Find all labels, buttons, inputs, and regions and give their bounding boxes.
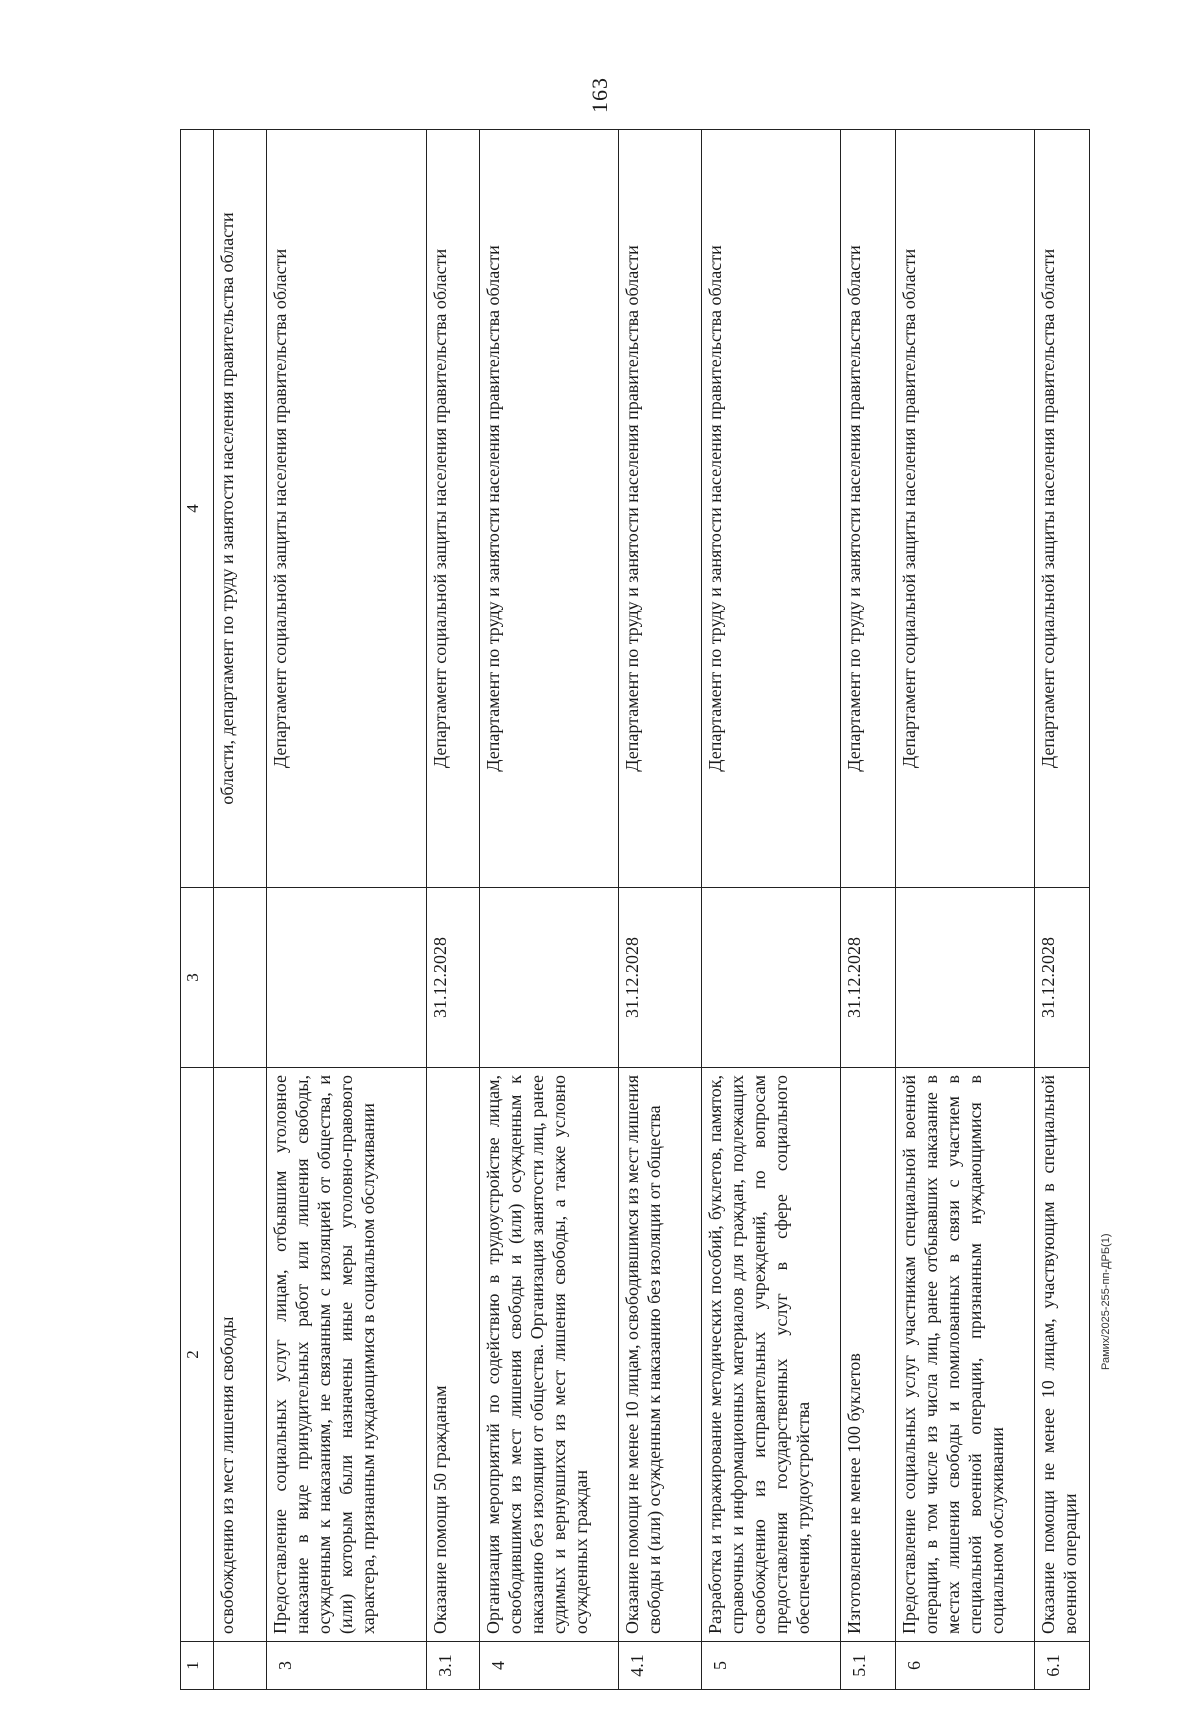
row-responsible: Департамент по труду и занятости населения правительства области <box>840 130 895 888</box>
row-responsible: Департамент по труду и занятости населения правительства области <box>480 130 619 888</box>
row-description: Организация мероприятий по содействию в трудоустройстве лицам, освободившимся из мест лишения свободы и (или) осужденным к наказанию без изоляции от общества. Организация занятости лиц, ранее судимых и вернувшихся из мест лишения свободы, а также условно осужденных граждан <box>480 1068 619 1642</box>
row-date <box>214 888 267 1068</box>
table-row <box>267 130 427 1690</box>
header-cell-2: 2 <box>181 1068 214 1642</box>
row-date <box>480 888 619 1068</box>
row-responsible: Департамент социальной защиты населения правительства области <box>1034 130 1089 888</box>
document-table <box>180 129 1090 1690</box>
row-number: 5.1 <box>840 1642 895 1690</box>
table-row <box>702 130 841 1690</box>
row-date <box>896 888 1035 1068</box>
row-date: 31.12.2028 <box>427 888 480 1068</box>
row-number: 6.1 <box>1034 1642 1089 1690</box>
table-row <box>618 130 701 1690</box>
table-row <box>1034 130 1089 1690</box>
row-description: Оказание помощи 50 гражданам <box>427 1068 480 1642</box>
table-row <box>480 130 619 1690</box>
row-description: Предоставление социальных услуг лицам, отбывшим уголовное наказание в виде принудительных работ или лишения свободы, осужденным к наказаниям, не связанным с изоляцией от общества, и (или) которым были назначены иные меры уголовно-правового характера, признанным нуждающимися в социальном обслуживании <box>267 1068 427 1642</box>
row-responsible: Департамент по труду и занятости населения правительства области <box>702 130 841 888</box>
row-number: 3.1 <box>427 1642 480 1690</box>
table-row <box>840 130 895 1690</box>
row-responsible: Департамент социальной защиты населения правительства области <box>427 130 480 888</box>
document-code: Рамих/2025-255-пп-ДРБ(1) <box>1100 1233 1112 1370</box>
row-number: 5 <box>702 1642 841 1690</box>
row-description: Оказание помощи не менее 10 лицам, участвующим в специальной военной операции <box>1034 1068 1089 1642</box>
row-number: 6 <box>896 1642 1035 1690</box>
row-date <box>267 888 427 1068</box>
document-table-container <box>180 130 1090 1690</box>
row-number <box>214 1642 267 1690</box>
row-date: 31.12.2028 <box>618 888 701 1068</box>
row-description: Предоставление социальных услуг участникам специальной военной операции, в том числе из числа лиц, ранее отбывавших наказание в местах лишения свободы и помилованных в связи с участием в специальной военной операции, признанным нуждающимися в социальном обслуживании <box>896 1068 1035 1642</box>
table-row <box>896 130 1035 1690</box>
header-cell-1: 1 <box>181 1642 214 1690</box>
row-date: 31.12.2028 <box>840 888 895 1068</box>
page-number: 163 <box>587 77 612 113</box>
table-row <box>427 130 480 1690</box>
row-date: 31.12.2028 <box>1034 888 1089 1068</box>
header-cell-3: 3 <box>181 888 214 1068</box>
table-header-row <box>181 130 214 1690</box>
row-responsible: области, департамент по труду и занятости населения правительства области <box>214 130 267 888</box>
row-description: освобождению из мест лишения свободы <box>214 1068 267 1642</box>
row-number: 4.1 <box>618 1642 701 1690</box>
row-description: Оказание помощи не менее 10 лицам, освободившимся из мест лишения свободы и (или) осужденным к наказанию без изоляции от общества <box>618 1068 701 1642</box>
row-responsible: Департамент социальной защиты населения правительства области <box>896 130 1035 888</box>
row-description: Разработка и тиражирование методических пособий, буклетов, памяток, справочных и информационных материалов для граждан, подлежащих освобождению из исправительных учреждений, по вопросам предоставления государственных услуг в сфере социального обеспечения, трудоустройства <box>702 1068 841 1642</box>
row-responsible: Департамент социальной защиты населения правительства области <box>267 130 427 888</box>
row-responsible: Департамент по труду и занятости населения правительства области <box>618 130 701 888</box>
header-cell-4: 4 <box>181 130 214 888</box>
row-date <box>702 888 841 1068</box>
row-description: Изготовление не менее 100 буклетов <box>840 1068 895 1642</box>
row-number: 4 <box>480 1642 619 1690</box>
table-row <box>214 130 267 1690</box>
row-number: 3 <box>267 1642 427 1690</box>
